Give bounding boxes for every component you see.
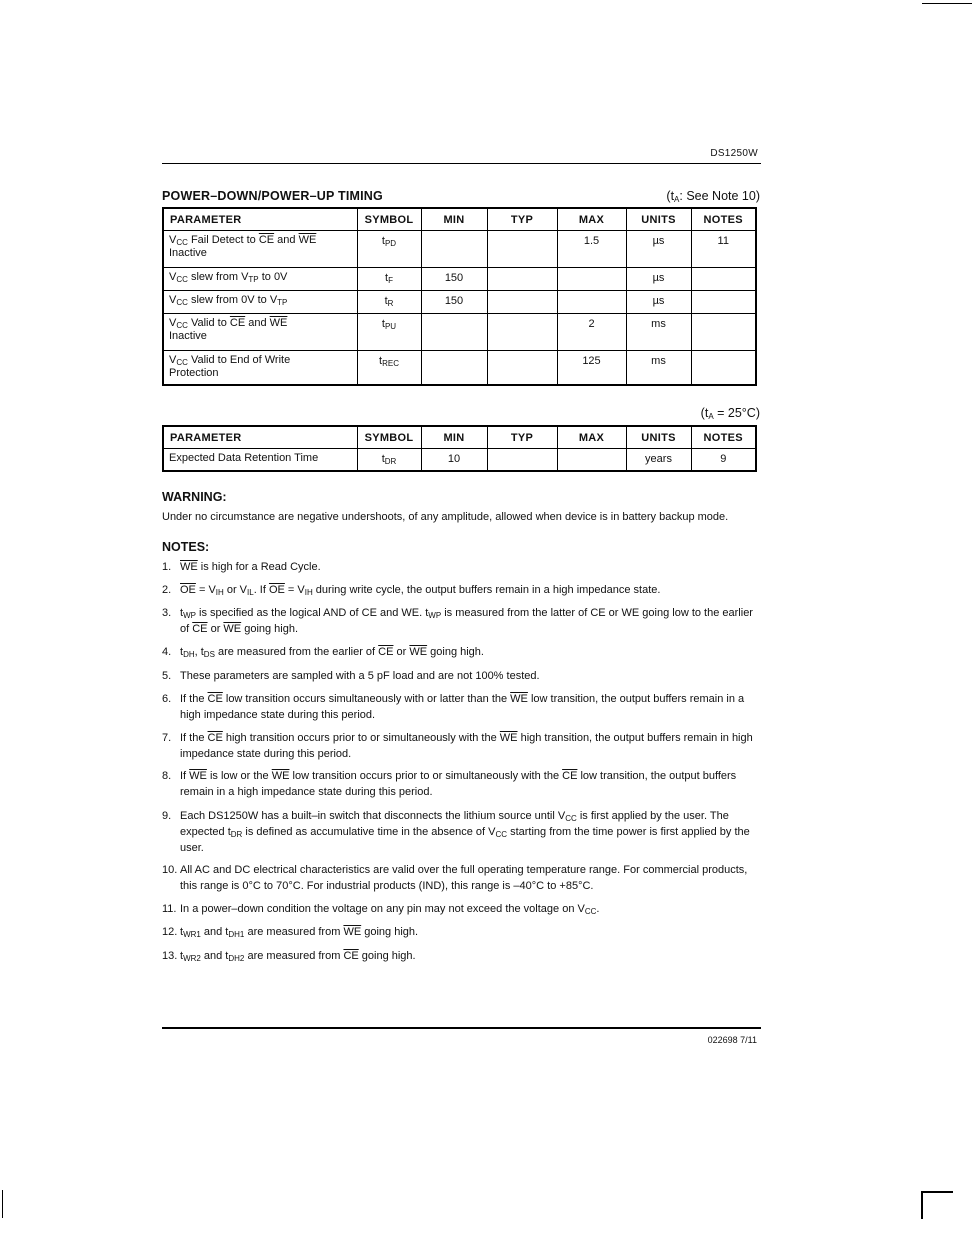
col-header-notes: NOTES	[691, 426, 756, 449]
min-cell: 150	[421, 291, 487, 314]
col-header-typ: TYP	[487, 426, 557, 449]
col-header-parameter: PARAMETER	[163, 426, 357, 449]
units-cell: ms	[626, 351, 691, 385]
units-cell: ms	[626, 314, 691, 351]
note-item: 13. $t_{WR2}$ and $t_{DH2}$ are measured from $\overline{CE}$ going high.	[162, 950, 416, 963]
typ-cell	[487, 351, 557, 385]
col-header-min: MIN	[421, 426, 487, 449]
max-cell	[557, 291, 626, 314]
condition-note-1: ($t_A$: See Note 10)	[666, 189, 760, 204]
units-cell: µs	[626, 231, 691, 268]
units-cell: µs	[626, 268, 691, 291]
notes-cell	[691, 314, 756, 351]
page-header-id: DS1250W	[710, 148, 758, 159]
param-cell: $V_{CC}$ Valid to $\overline{CE}$ and $\overline{WE}$ Inactive	[163, 314, 357, 351]
table-row	[163, 291, 756, 314]
document-code: 022698 7/11	[707, 1035, 757, 1045]
col-header-units: UNITS	[626, 426, 691, 449]
section-title: POWER–DOWN/POWER–UP TIMING	[162, 189, 383, 203]
note-item: 4. $t_{DH}$, $t_{DS}$ are measured from the earlier of $\overline{CE}$ or $\overline{WE}$ going high.	[162, 646, 484, 659]
col-header-max: MAX	[557, 208, 626, 231]
col-header-units: UNITS	[626, 208, 691, 231]
min-cell: 150	[421, 268, 487, 291]
notes-title: NOTES:	[162, 540, 210, 554]
notes-cell: 11	[691, 231, 756, 268]
max-cell: 1.5	[557, 231, 626, 268]
symbol-cell: $t_R$	[357, 291, 421, 314]
note-item: 2. $\overline{OE} = V_{IH}$ or $V_{IL}$. If $\overline{OE} = V_{IH}$ during write cycle, the output buffers remain in a high impedance state.	[162, 584, 661, 597]
symbol-cell: $t_F$	[357, 268, 421, 291]
crop-mark-bottom-right	[921, 1191, 953, 1219]
typ-cell	[487, 449, 557, 471]
crop-mark-top-right	[922, 3, 972, 4]
param-cell: $V_{CC}$ Fail Detect to $\overline{CE}$ and $\overline{WE}$ Inactive	[163, 231, 357, 268]
note-item: 11. In a power–down condition the voltage on any pin may not exceed the voltage on $V_{CC}$.	[162, 903, 600, 916]
param-cell: Expected Data Retention Time	[163, 449, 357, 471]
note-item: 7. If the $\overline{CE}$ high transition occurs prior to or simultaneously with the $\overline{WE}$ high transition, the output buffers remain in high impedance state during this period.	[162, 732, 753, 760]
note-item: 12. $t_{WR1}$ and $t_{DH1}$ are measured from $\overline{WE}$ going high.	[162, 926, 419, 939]
min-cell: 10	[421, 449, 487, 471]
note-item: 10. All AC and DC electrical characteristics are valid over the full operating temperature range. For commercial products, this range is 0°C to 70°C. For industrial products (IND), this range is –40°C to +85°C.	[162, 864, 748, 892]
note-item: 6. If the $\overline{CE}$ low transition occurs simultaneously with or latter than the $\overline{WE}$ low transition, the output buffers remain in a high impedance state during this period.	[162, 693, 745, 721]
table-header-row	[163, 426, 756, 449]
condition-note-2: $(t_A = 25^\circ C)$	[700, 406, 760, 421]
min-cell	[421, 314, 487, 351]
typ-cell	[487, 291, 557, 314]
table-row	[163, 449, 756, 471]
table-row	[163, 231, 756, 268]
footer-rule	[162, 1027, 761, 1029]
param-cell: $V_{CC}$ slew from $V_{TP}$ to 0V	[163, 268, 357, 291]
typ-cell	[487, 268, 557, 291]
max-cell	[557, 268, 626, 291]
note-item: 3. $t_{WP}$ is specified as the logical AND of CE and WE. $t_{WP}$ is measured from the latter of CE or WE going low to the earlier of $\overline{CE}$ or $\overline{WE}$ going high.	[162, 607, 753, 635]
min-cell	[421, 351, 487, 385]
col-header-parameter: PARAMETER	[163, 208, 357, 231]
max-cell: 2	[557, 314, 626, 351]
table-header-row	[163, 208, 756, 231]
param-cell: $V_{CC}$ slew from 0V to $V_{TP}$	[163, 291, 357, 314]
units-cell: years	[626, 449, 691, 471]
max-cell	[557, 449, 626, 471]
col-header-symbol: SYMBOL	[357, 426, 421, 449]
col-header-symbol: SYMBOL	[357, 208, 421, 231]
symbol-cell: $t_{REC}$	[357, 351, 421, 385]
note-item: 5. These parameters are sampled with a 5 pF load and are not 100% tested.	[162, 670, 540, 682]
note-item: 9. Each DS1250W has a built–in switch that disconnects the lithium source until $V_{CC}$ is first applied by the user. The expected $t_{DR}$ is defined as accumulative time in the absence of $V_{CC}$ starting from the time power is first applied by the user.	[162, 810, 750, 854]
retention-table	[162, 425, 757, 472]
table-row	[163, 314, 756, 351]
notes-cell: 9	[691, 449, 756, 471]
notes-cell	[691, 351, 756, 385]
notes-cell	[691, 291, 756, 314]
notes-cell	[691, 268, 756, 291]
symbol-cell: $t_{PD}$	[357, 231, 421, 268]
timing-table	[162, 207, 757, 386]
max-cell: 125	[557, 351, 626, 385]
header-rule	[162, 163, 761, 164]
typ-cell	[487, 314, 557, 351]
min-cell	[421, 231, 487, 268]
note-item: 1. $\overline{WE}$ is high for a Read Cycle.	[162, 561, 321, 573]
col-header-min: MIN	[421, 208, 487, 231]
col-header-notes: NOTES	[691, 208, 756, 231]
crop-mark-bottom-left	[2, 1190, 3, 1218]
symbol-cell: $t_{PU}$	[357, 314, 421, 351]
table-row	[163, 351, 756, 385]
symbol-cell: $t_{DR}$	[357, 449, 421, 471]
warning-text: Under no circumstance are negative undershoots, of any amplitude, allowed when device is in battery backup mode.	[162, 511, 729, 523]
param-cell: $V_{CC}$ Valid to End of Write Protection	[163, 351, 357, 385]
typ-cell	[487, 231, 557, 268]
table-row	[163, 268, 756, 291]
units-cell: µs	[626, 291, 691, 314]
col-header-typ: TYP	[487, 208, 557, 231]
col-header-max: MAX	[557, 426, 626, 449]
warning-title: WARNING:	[162, 490, 227, 504]
note-item: 8. If $\overline{WE}$ is low or the $\overline{WE}$ low transition occurs prior to or simultaneously with the $\overline{CE}$ low transition, the output buffers remain in a high impedance state during this period.	[162, 770, 737, 798]
